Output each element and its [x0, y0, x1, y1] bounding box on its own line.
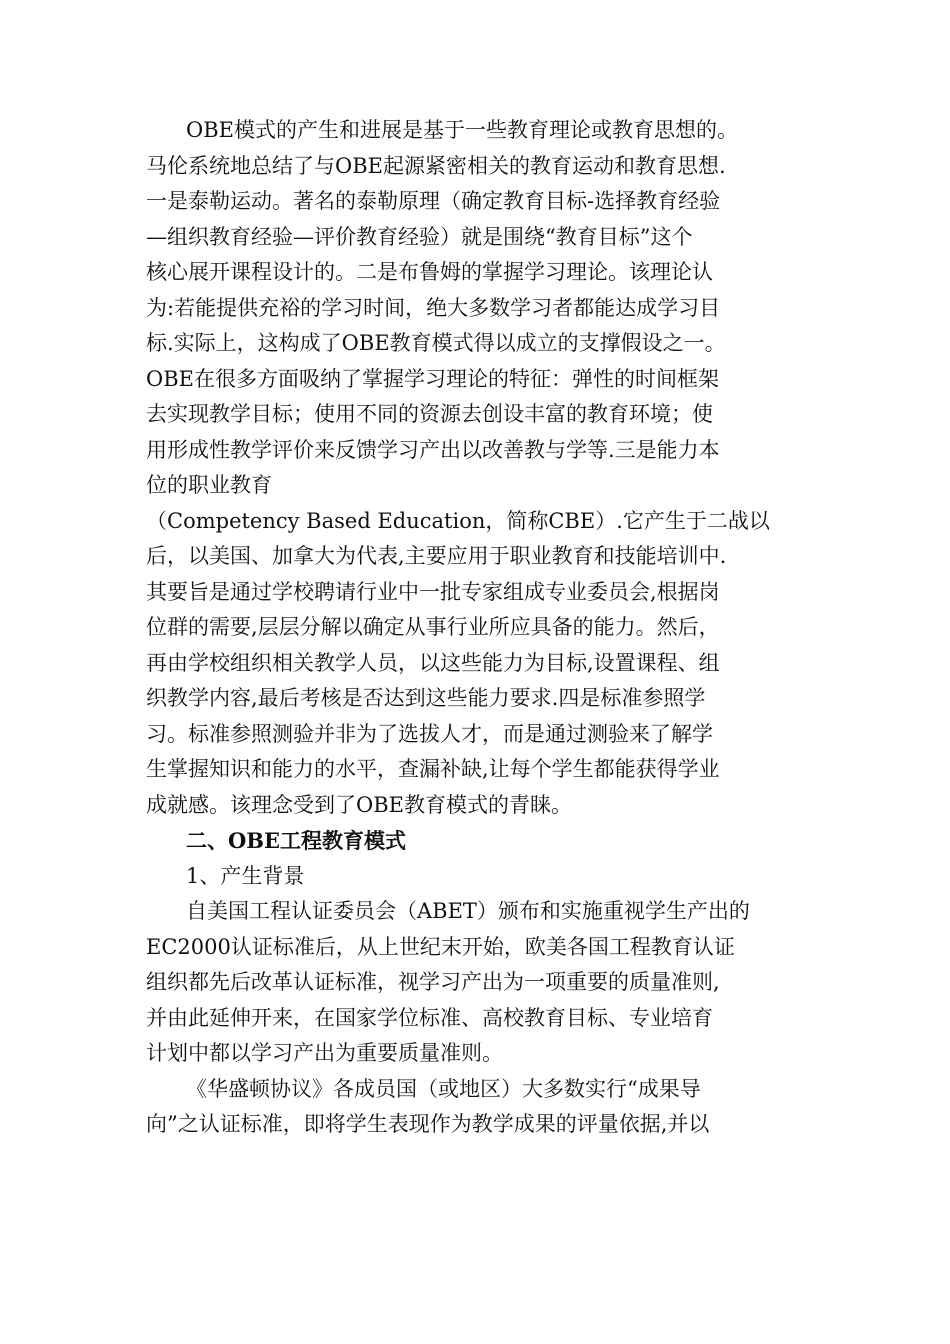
text-line: OBE在很多方面吸纳了掌握学习理论的特征：弹性的时间框架 — [146, 366, 719, 391]
text-line: EC2000认证标准后，从上世纪末开始，欧美各国工程教育认证 — [146, 934, 735, 959]
text-line: 为:若能提供充裕的学习时间，绝大多数学习者都能达成学习目 — [146, 295, 721, 320]
text-line: 标.实际上，这构成了OBE教育模式得以成立的支撑假设之一。 — [146, 331, 726, 355]
text-line: 组织都先后改革认证标准，视学习产出为一项重要的质量准则, — [146, 970, 720, 994]
text-line: 织教学内容,最后考核是否达到这些能力要求.四是标准参照学 — [146, 686, 706, 710]
text-line: 用形成性教学评价来反馈学习产出以改善教与学等.三是能力本 — [146, 437, 720, 462]
text-line: （Competency Based Education，简称CBE）.它产生于二战以 — [146, 508, 770, 533]
text-line: 成就感。该理念受到了OBE教育模式的青睐。 — [146, 792, 572, 817]
text-line: 再由学校组织相关教学人员，以这些能力为目标,设置课程、组 — [146, 650, 720, 675]
text-line: —组织教育经验—评价教育经验）就是围绕“教育目标”这个 — [146, 224, 693, 249]
text-line: 去实现教学目标；使用不同的资源去创设丰富的教育环境；使 — [146, 402, 713, 426]
paragraph-obe-origins — [146, 113, 806, 823]
text-line: 并由此延伸开来，在国家学位标准、高校教育目标、专业培育 — [146, 1005, 713, 1030]
text-line: 核心展开课程设计的。二是布鲁姆的掌握学习理论。该理论认 — [146, 260, 713, 284]
text-line: 位群的需要,层层分解以确定从事行业所应具备的能力。然后， — [146, 615, 720, 639]
text-line: 后，以美国、加拿大为代表,主要应用于职业教育和技能培训中. — [146, 544, 727, 568]
text-line: 一是泰勒运动。著名的泰勒原理（确定教育目标-选择教育经验 — [146, 189, 721, 213]
subsection-heading: 1、产生背景 — [186, 863, 305, 888]
section-heading: 二、OBE工程教育模式 — [186, 828, 407, 853]
text-line: 向”之认证标准，即将学生表现作为教学成果的评量依据,并以 — [146, 1112, 710, 1136]
text-line: 位的职业教育 — [146, 473, 272, 497]
text-line: 《华盛顿协议》各成员国（或地区）大多数实行“成果导 — [186, 1076, 701, 1101]
text-line: 生掌握知识和能力的水平，查漏补缺,让每个学生都能获得学业 — [146, 757, 720, 781]
text-line: 其要旨是通过学校聘请行业中一批专家组成专业委员会,根据岗 — [146, 579, 720, 604]
paragraph-washington-accord — [146, 1072, 806, 1143]
document-body — [146, 113, 806, 1143]
text-line: 马伦系统地总结了与OBE起源紧密相关的教育运动和教育思想. — [146, 153, 726, 178]
text-line: 习。标准参照测验并非为了选拔人才，而是通过测验来了解学 — [146, 721, 713, 746]
text-line: 计划中都以学习产出为重要质量准则。 — [146, 1041, 503, 1065]
paragraph-background — [146, 894, 806, 1072]
text-line: OBE模式的产生和进展是基于一些教育理论或教育思想的。 — [186, 118, 738, 142]
text-line: 自美国工程认证委员会（ABET）颁布和实施重视学生产出的 — [186, 899, 750, 923]
